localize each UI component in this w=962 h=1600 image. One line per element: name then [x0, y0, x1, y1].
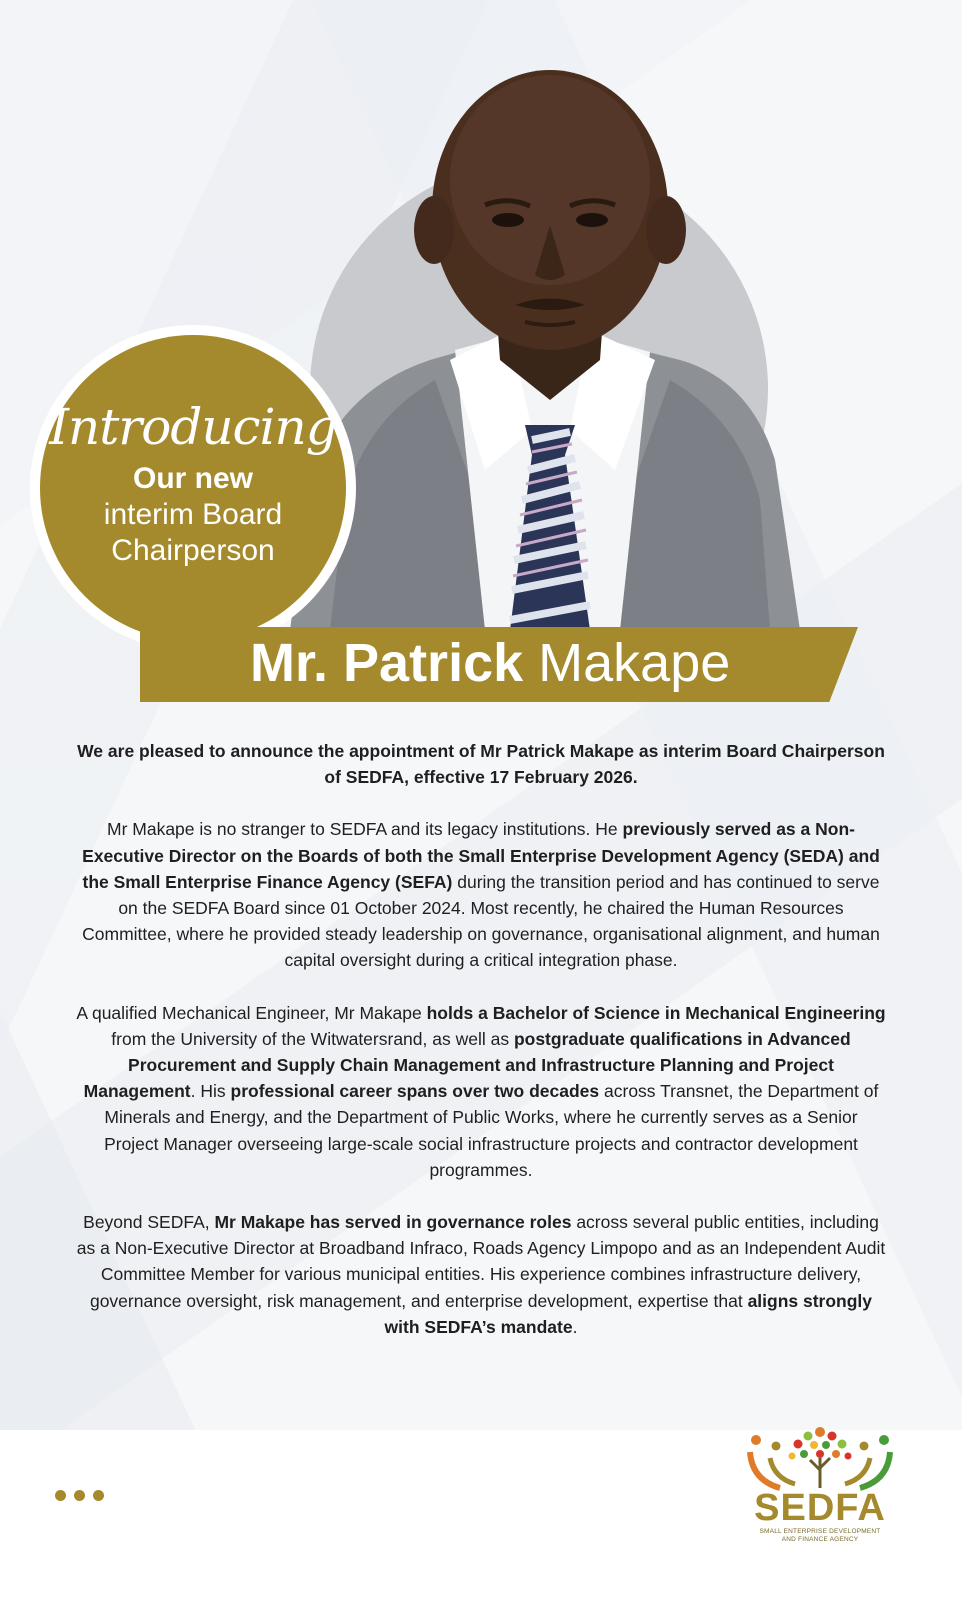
logo-tagline-line1: SMALL ENTERPRISE DEVELOPMENT [759, 1528, 881, 1535]
intro-script-heading: Introducing [49, 398, 337, 456]
p1-text-c: during the transition period and has continued to serve on the SEDFA Board since 01 October 2024. Most recently, he chaired the Human Resources Committee, where he provided steady leadership on governance, organisational alignment, and human capital oversight during a critical integration phase. [82, 871, 880, 971]
p3-text-a: Beyond SEDFA, [83, 1212, 215, 1233]
person-name-first: Mr. Patrick [250, 633, 524, 693]
intro-badge [40, 335, 346, 641]
person-name [250, 630, 730, 696]
person-name-last: Makape [538, 633, 731, 693]
p3-bold-b: Mr Makape has served in governance roles [214, 1212, 572, 1233]
p2-text-g: across Transnet, the Department of Minerals and Energy, and the Department of Public Works, where he currently serves as a Senior Project Manager overseeing large-scale social infrastructure projects and contractor development programmes. [104, 1081, 879, 1180]
p2-text-a: A qualified Mechanical Engineer, Mr Makape [76, 1002, 427, 1023]
logo-tagline-line2: AND FINANCE AGENCY [781, 1536, 859, 1543]
p2-text-c: from the University of the Witwatersrand, as well as [111, 1028, 514, 1049]
portrait-photo [270, 60, 830, 630]
p2-bold-b: holds a Bachelor of Science in Mechanical Engineering [426, 1002, 886, 1023]
p1-bold-b: previously served as a Non-Executive Director on the Boards of both the Small Enterprise Development Agency (SEDA) and the Small Enterprise Finance Agency (SEFA) [82, 819, 880, 892]
p2-bold-d: postgraduate qualifications in Advanced Procurement and Supply Chain Management and Infrastructure Planning and Project Management [83, 1028, 851, 1102]
paragraph-background [76, 816, 886, 973]
announcement-lead: We are pleased to announce the appointment of Mr Patrick Makape as interim Board Chairperson of SEDFA, effective 17 February 2026. [77, 741, 885, 788]
p2-bold-f: professional career spans over two decades [230, 1081, 600, 1102]
p3-bold-d: aligns strongly with SEDFA’s mandate [384, 1290, 873, 1337]
intro-line-our-new: Our new [132, 462, 253, 495]
more-dots-icon [55, 1490, 104, 1501]
intro-line-chairperson: Chairperson [111, 534, 275, 567]
dot [55, 1490, 66, 1501]
dot [93, 1490, 104, 1501]
logo-wordmark: SEDFA [754, 1487, 886, 1529]
paragraph-governance [76, 1209, 886, 1340]
p2-text-e: . His [190, 1081, 231, 1102]
paragraph-qualifications [76, 1000, 886, 1183]
intro-line-interim-board: interim Board [103, 498, 283, 531]
p3-text-c: across several public entities, including as a Non-Executive Director at Broadband Infraco, Roads Agency Limpopo and as an Independent Audit Committee Member for various municipal entities. His experience combines infrastructure delivery, governance oversight, risk management, and enterprise development, expertise that [76, 1212, 886, 1311]
announcement-body [76, 738, 886, 1366]
logo-tagline [740, 1528, 900, 1544]
dot [74, 1490, 85, 1501]
p3-text-e: . [572, 1316, 578, 1337]
p1-text-a: Mr Makape is no stranger to SEDFA and its legacy institutions. He [107, 819, 623, 840]
